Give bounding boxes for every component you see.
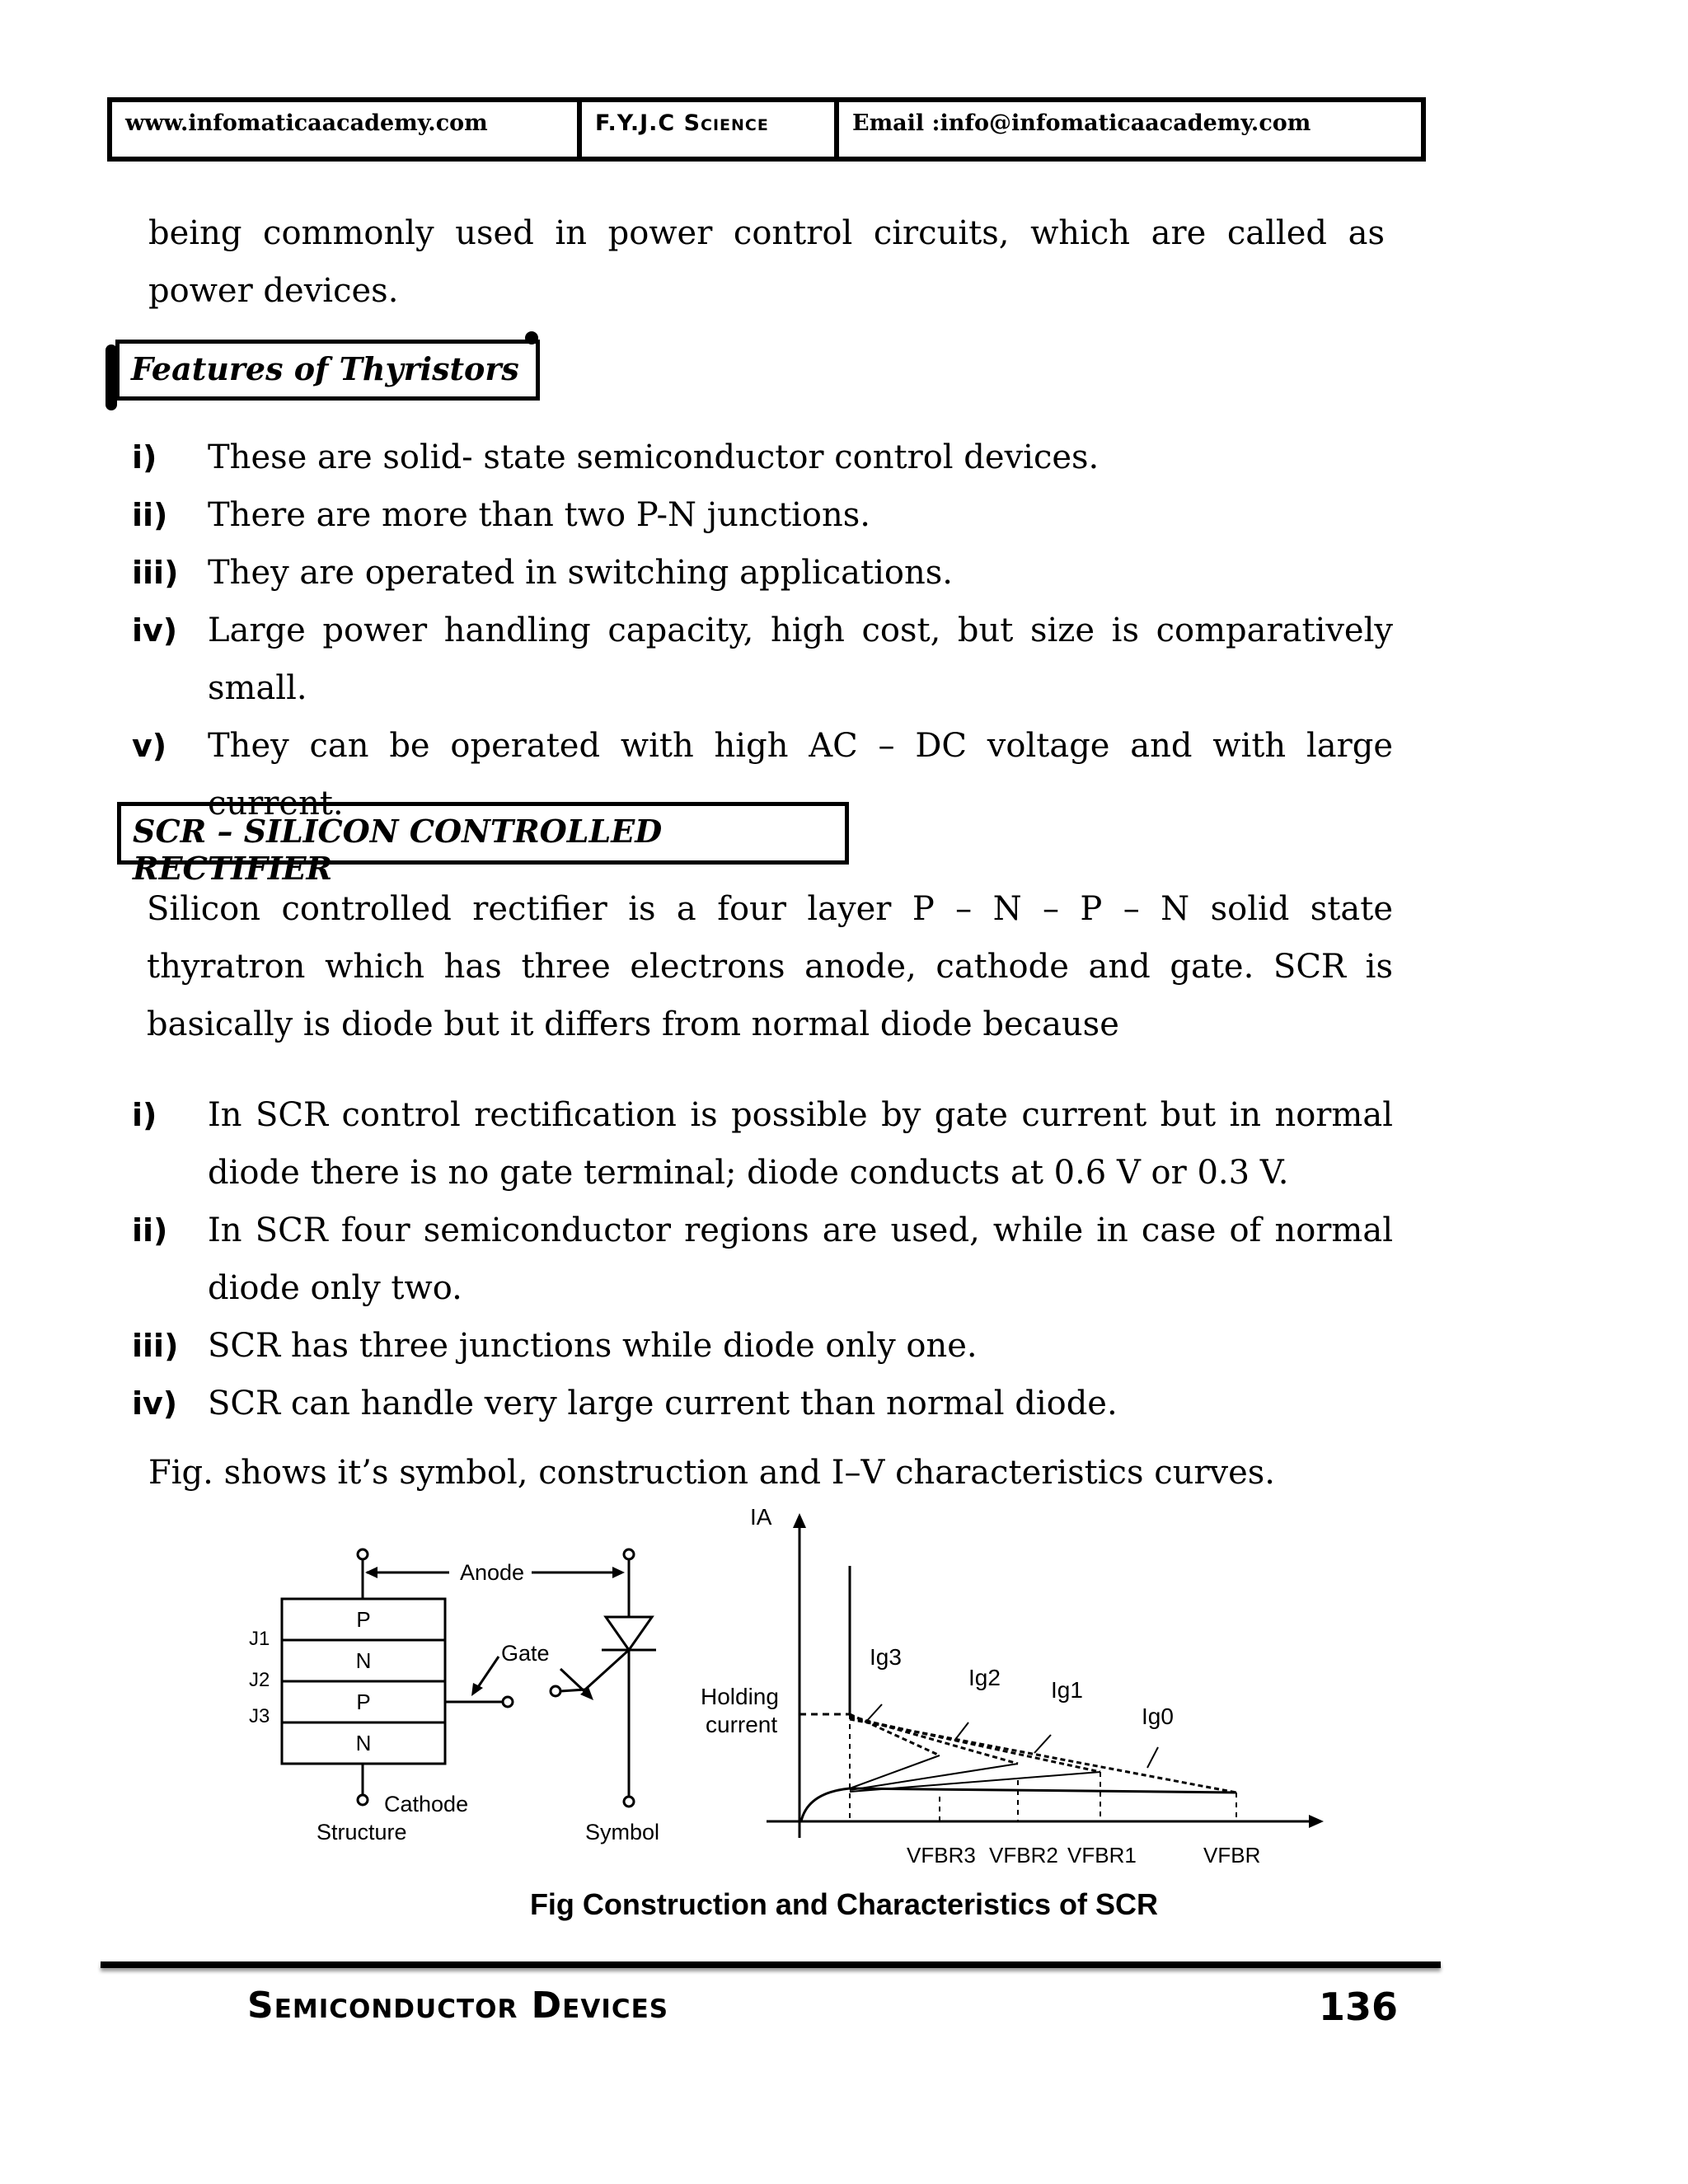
list-item: i) In SCR control rectification is possible by gate current but in normal diode there is no gate terminal; diode conducts at 0.6 V or 0.3 V. xyxy=(132,1096,1393,1192)
voltage-label: VFBR1 xyxy=(1067,1843,1137,1868)
features-heading: Features of Thyristors xyxy=(115,340,540,401)
list-item: iii) SCR has three junctions while diode only one. xyxy=(132,1327,978,1365)
cathode-label: Cathode xyxy=(384,1792,469,1816)
header-website: www.infomaticaacademy.com xyxy=(112,102,582,157)
figure-intro: Fig. shows it’s symbol, construction and I–V characteristics curves. xyxy=(148,1454,1275,1492)
page-number: 136 xyxy=(1319,1985,1399,2029)
scr-description: Silicon controlled rectifier is a four layer P – N – P – N solid state thyratron which has three electrons anode, cathode and gate. SCR is basically is diode but it differs from normal diode because xyxy=(147,890,1393,1043)
layer-label: P xyxy=(356,1607,371,1632)
junction-label: J2 xyxy=(249,1669,270,1691)
symbol-label: Symbol xyxy=(585,1820,660,1844)
figure-caption: Fig Construction and Characteristics of SCR xyxy=(529,1887,1159,1921)
scr-symbol xyxy=(551,1549,656,1807)
holding-label-1: Holding xyxy=(701,1684,779,1709)
gate-arrow-icon xyxy=(471,1683,483,1696)
gate-current-label: Ig3 xyxy=(870,1644,902,1670)
voltage-label: VFBR xyxy=(1203,1843,1261,1868)
gate-current-label: Ig2 xyxy=(968,1665,1001,1690)
junction-label: J1 xyxy=(249,1628,270,1650)
axis-arrow-icon xyxy=(1309,1815,1324,1828)
features-list xyxy=(132,429,1393,832)
ia-label: IA xyxy=(750,1504,772,1530)
diode-triangle-icon xyxy=(606,1617,652,1650)
footer-divider xyxy=(101,1961,1441,1968)
layer-label: N xyxy=(355,1731,372,1755)
structure-label: Structure xyxy=(316,1820,407,1844)
scr-figure xyxy=(231,1500,1335,1929)
intro-paragraph: being commonly used in power control circuits, which are called as power devices. xyxy=(148,214,1385,310)
list-item: iii) They are operated in switching applications. xyxy=(132,554,953,592)
gate-current-label: Ig0 xyxy=(1142,1704,1174,1729)
page-header xyxy=(107,97,1426,162)
scr-differences-list xyxy=(132,1086,1393,1432)
footer-title: Semiconductor Devices xyxy=(247,1985,669,2027)
junction-label: J3 xyxy=(249,1705,270,1727)
list-item: iv) Large power handling capacity, high cost, but size is comparatively small. xyxy=(132,612,1393,707)
layer-label: N xyxy=(355,1648,372,1673)
gate-label: Gate xyxy=(501,1641,550,1666)
axis-arrow-icon xyxy=(793,1513,806,1528)
anode-label: Anode xyxy=(460,1560,525,1585)
header-course: F.Y.J.C Science xyxy=(582,102,839,157)
voltage-label: VFBR2 xyxy=(989,1843,1058,1868)
holding-label-2: current xyxy=(706,1712,778,1737)
list-item: ii) There are more than two P-N junctions. xyxy=(132,496,871,534)
voltage-label: VFBR3 xyxy=(907,1843,976,1868)
header-email: Email :info@infomaticaacademy.com xyxy=(852,110,1311,136)
arrow-left-icon xyxy=(365,1567,377,1578)
scr-heading: SCR – SILICON CONTROLLED RECTIFIER xyxy=(117,802,849,865)
gate-current-label: Ig1 xyxy=(1051,1677,1083,1703)
list-item: i) These are solid- state semiconductor control devices. xyxy=(132,438,1100,476)
list-item: v) They can be operated with high AC – DC voltage and with large current. xyxy=(132,727,1393,823)
list-item: ii) In SCR four semiconductor regions are used, while in case of normal diode only two. xyxy=(132,1212,1393,1307)
layer-label: P xyxy=(356,1690,371,1714)
list-item: iv) SCR can handle very large current than normal diode. xyxy=(132,1385,1118,1422)
iv-characteristics-graph xyxy=(767,1513,1324,1838)
arrow-right-icon xyxy=(612,1567,625,1578)
